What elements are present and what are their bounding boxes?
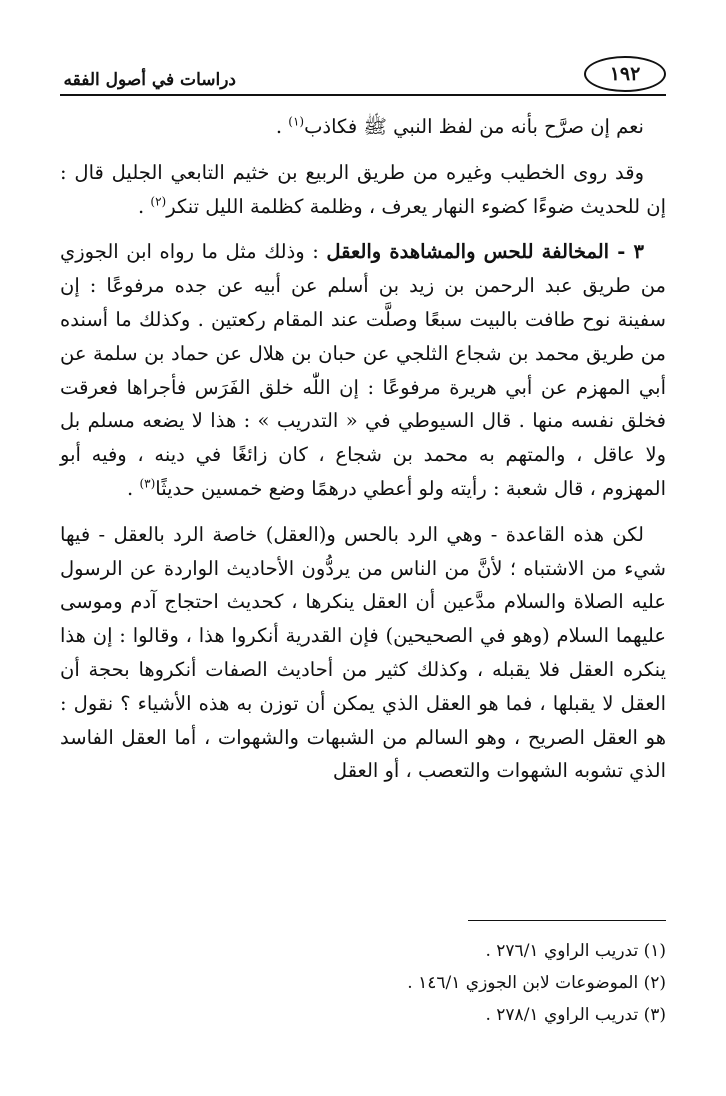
page-header	[60, 52, 666, 96]
paragraph-2-end: .	[138, 194, 151, 218]
footnote-1: (١) تدريب الراوي ٢٧٦/١ .	[485, 941, 666, 961]
footnote-3: (٣) تدريب الراوي ٢٧٨/١ .	[485, 1005, 666, 1025]
paragraph-4: لكن هذه القاعدة - وهي الرد بالحس و(العقل) خاصة الرد بالعقل - فيها شيء من الاشتباه ؛ لأنَّ من الناس من يردُّون الأحاديث الواردة عن الرسول عليه الصلاة والسلام مدَّعين أن العقل ينكرها ، كحديث احتجاج آدم وموسى عليهما السلام (وهو في الصحيحين) فإن القدرية أنكروا هذا ، وقالوا : إن هذا ينكره العقل فلا يقبله ، وكذلك كثير من أحاديث الصفات أنكروها بحجة أن العقل لا يقبلها ، فما هو العقل الذي يمكن أن توزن به هذه الأشياء ؟ نقول : هو العقل الصريح ، وهو السالم من الشبهات والشهوات ، أما العقل الفاسد الذي تشوبه الشهوات والتعصب ، أو العقل	[60, 522, 666, 783]
paragraph-1	[60, 110, 666, 144]
footnote-ref-2: (٢)	[150, 194, 167, 209]
header-rule	[60, 94, 666, 96]
page-number: ١٩٢	[584, 56, 666, 92]
footnotes	[60, 935, 666, 1031]
footnote-rule	[468, 920, 666, 921]
paragraph-2-text: وقد روى الخطيب وغيره من طريق الربيع بن خثيم التابعي الجليل قال : إن للحديث ضوءًا كضوء النهار يعرف ، وظلمة كظلمة الليل تنكر	[60, 160, 666, 218]
footnote-2: (٢) الموضوعات لابن الجوزي ١٤٦/١ .	[407, 973, 666, 993]
paragraph-3-text: : وذلك مثل ما رواه ابن الجوزي من طريق عبد الرحمن بن زيد بن أسلم عن أبيه عن جده مرفوعًا : إن سفينة نوح طافت بالبيت سبعًا وصلَّت عند المقام ركعتين . وكذلك ما أسنده من طريق محمد بن شجاع الثلجي عن حبان بن هلال عن حماد بن سلمة عن أبي المهزم عن أبي هريرة مرفوعًا : إن اللّٰه خلق الفَرَس فأجراها فعرقت فخلق نفسه منها . قال السيوطي في « التدريب » : هذا لا يضعه مسلم بل ولا عاقل ، والمتهم به محمد بن شجاع ، كان زائغًا في دينه ، وفيه أبو المهزوم ، قال شعبة : رأيته ولو أعطي درهمًا وضع خمسين حديثًا	[60, 240, 666, 500]
running-title: دراسات في أصول الفقه	[63, 70, 236, 90]
footnote-ref-3: (٣)	[139, 476, 156, 491]
paragraph-3-end: .	[127, 476, 140, 500]
paragraph-1-end: .	[275, 115, 289, 138]
section-heading: ٣ - المخالفة للحس والمشاهدة والعقل	[326, 240, 645, 264]
footnote-ref-1: (١)	[288, 114, 305, 129]
paragraph-2	[60, 156, 666, 224]
main-text	[60, 110, 666, 788]
paragraph-1-text: نعم إن صرَّح بأنه من لفظ النبي ﷺ فكاذب	[304, 115, 644, 138]
paragraph-3	[60, 235, 666, 505]
